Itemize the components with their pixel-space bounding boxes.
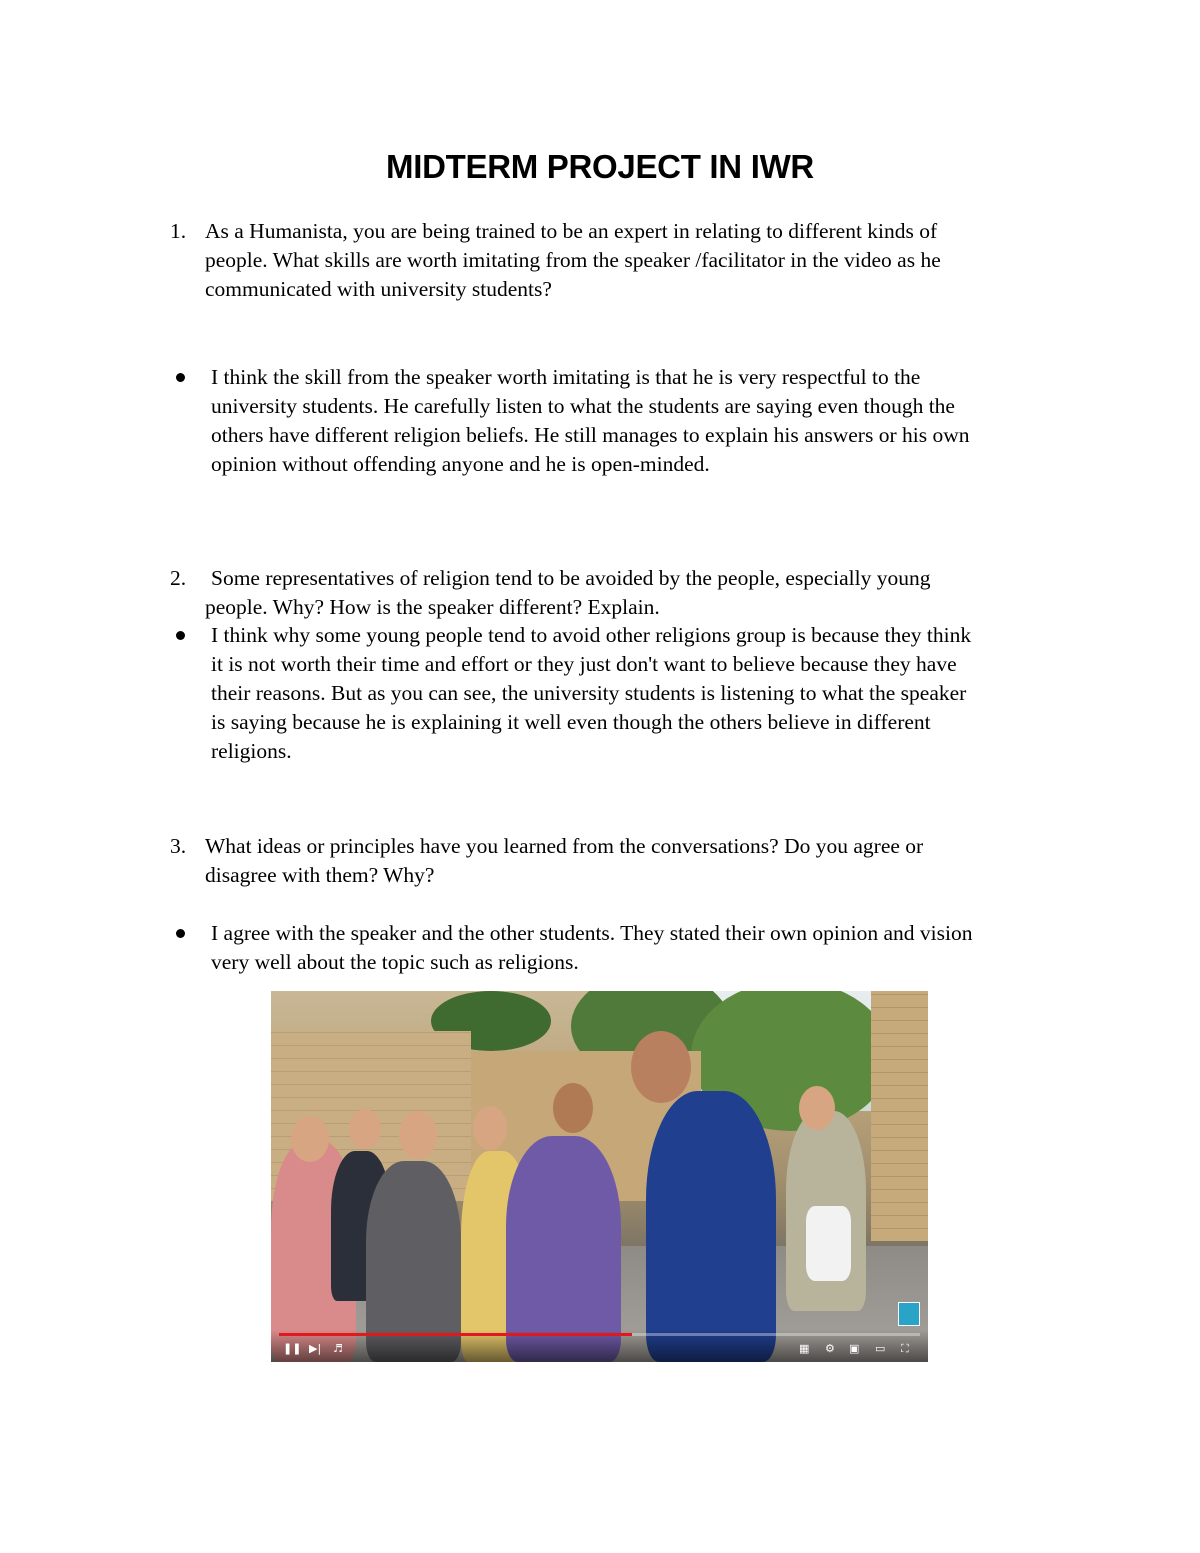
settings-icon[interactable]: ⚙ [825, 1342, 835, 1355]
person [506, 1136, 621, 1362]
question-2-number: 2. [170, 566, 187, 590]
video-progress-bar[interactable] [279, 1333, 920, 1336]
miniplayer-icon[interactable]: ▣ [849, 1342, 860, 1355]
answer-1-line: I think the skill from the speaker worth imitating is that he is very respectful to the [211, 365, 921, 389]
answer-3-text [211, 919, 972, 977]
question-3-line: disagree with them? Why? [205, 863, 435, 887]
answer-2-line: religions. [211, 739, 292, 763]
question-2-line: people. Why? How is the speaker different? Explain. [205, 595, 660, 619]
person-head [399, 1111, 437, 1159]
bullet-icon [176, 929, 185, 938]
question-1-text [205, 217, 941, 304]
answer-1-line: university students. He carefully listen to what the students are saying even though the [211, 394, 955, 418]
theater-icon[interactable]: ▭ [875, 1342, 886, 1355]
video-controls [271, 1330, 928, 1362]
answer-1-line: opinion without offending anyone and he is open-minded. [211, 452, 710, 476]
question-3-number: 3. [170, 834, 187, 858]
building-wall [871, 991, 928, 1241]
person-head [349, 1109, 381, 1149]
answer-3-line: I agree with the speaker and the other students. They stated their own opinion and vision [211, 921, 973, 945]
volume-icon[interactable]: ♬ [333, 1342, 343, 1355]
person-head [291, 1116, 329, 1162]
shopping-bag [806, 1206, 851, 1281]
question-3-line: What ideas or principles have you learned from the conversations? Do you agree or [205, 834, 924, 858]
question-3-text [205, 832, 923, 890]
video-progress-fill [279, 1333, 632, 1336]
answer-1-text [211, 363, 969, 479]
answer-2-line: is saying because he is explaining it well even though the others believe in different [211, 710, 931, 734]
answer-2-line: it is not worth their time and effort or they just don't want to believe because they have [211, 652, 957, 676]
person-head [473, 1106, 507, 1150]
answer-1-line: others have different religion beliefs. He still manages to explain his answers or his own [211, 423, 970, 447]
speaker [646, 1091, 776, 1362]
answer-3-line: very well about the topic such as religions. [211, 950, 579, 974]
channel-logo-icon [898, 1302, 920, 1326]
next-icon[interactable]: ▶| [309, 1342, 322, 1355]
captions-icon[interactable]: ▦ [799, 1342, 810, 1355]
question-1-line: As a Humanista, you are being trained to be an expert in relating to different kinds of [205, 219, 938, 243]
bullet-icon [176, 373, 185, 382]
pause-icon[interactable]: ❚❚ [283, 1342, 302, 1355]
question-2-line: Some representatives of religion tend to be avoided by the people, especially young [211, 566, 931, 590]
fullscreen-icon[interactable]: ⛶ [901, 1342, 909, 1355]
person-head [553, 1083, 593, 1133]
video-screenshot [271, 991, 928, 1362]
answer-2-line: their reasons. But as you can see, the university students is listening to what the speaker [211, 681, 967, 705]
person-head [799, 1086, 835, 1130]
answer-2-text [211, 621, 971, 766]
document-title: MIDTERM PROJECT IN IWR [386, 148, 814, 185]
question-1-line: people. What skills are worth imitating from the speaker /facilitator in the video as he [205, 248, 941, 272]
answer-2-line: I think why some young people tend to avoid other religions group is because they think [211, 623, 972, 647]
question-1-number: 1. [170, 219, 187, 243]
bullet-icon [176, 631, 185, 640]
speaker-head [631, 1031, 691, 1103]
question-1-line: communicated with university students? [205, 277, 552, 301]
